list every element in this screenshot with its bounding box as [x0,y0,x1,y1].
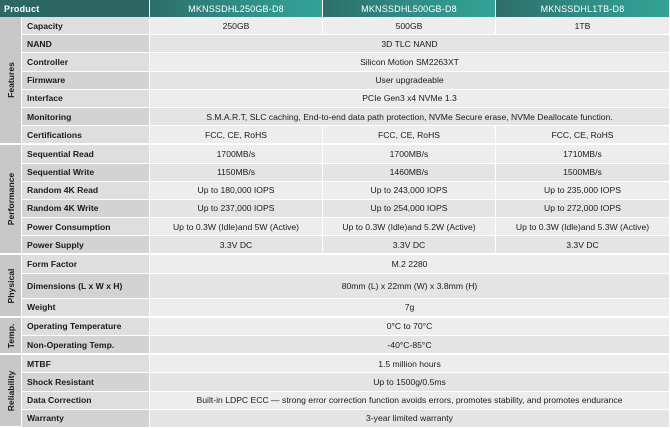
group-label: Physical [5,268,16,304]
cell-value: 3.3V DC [496,236,670,255]
cell-value: Up to 235,000 IOPS [496,182,670,200]
row-label: Random 4K Read [22,182,150,200]
row-label: Firmware [22,72,150,90]
table-row [0,236,670,255]
cell-value: FCC, CE, RoHS [323,126,496,145]
cell-value: 80mm (L) x 22mm (W) x 3.8mm (H) [150,274,670,299]
table-row [0,126,670,145]
cell-value: 1460MB/s [323,164,496,182]
table-row [0,53,670,71]
row-label: Weight [22,299,150,318]
table-row [0,108,670,126]
row-label: Random 4K Write [22,200,150,218]
table-row [0,182,670,200]
table-row [0,35,670,53]
row-label: Sequential Read [22,145,150,163]
cell-value: FCC, CE, RoHS [496,126,670,145]
row-label: Monitoring [22,108,150,126]
group-reliability [0,355,22,428]
row-label: MTBF [22,355,150,373]
cell-value: Built-in LDPC ECC — strong error correction function avoids errors, promotes stability, and promotes endurance [150,392,670,410]
header-row [0,0,670,17]
cell-value: S.M.A.R.T, SLC caching, End-to-end data path protection, NVMe Secure erase, NVMe Deallocate function. [150,108,670,126]
model-header: MKNSSDHL500GB-D8 [323,0,496,17]
cell-value: 1700MB/s [323,145,496,163]
cell-value: 1700MB/s [150,145,323,163]
row-label: Dimensions (L x W x H) [22,274,150,299]
cell-value: 0°C to 70°C [150,318,670,336]
model-header: MKNSSDHL1TB-D8 [496,0,670,17]
cell-value: PCIe Gen3 x4 NVMe 1.3 [150,90,670,108]
row-label: Operating Temperature [22,318,150,336]
cell-value: -40°C-85°C [150,336,670,355]
cell-value: 500GB [323,17,496,35]
cell-value: 1.5 million hours [150,355,670,373]
group-label: Reliability [5,370,16,411]
cell-value: Up to 0.3W (Idle)and 5.2W (Active) [323,218,496,236]
cell-value: 3D TLC NAND [150,35,670,53]
cell-value: 3.3V DC [150,236,323,255]
table-row [0,336,670,355]
table-row [0,274,670,299]
table-row [0,299,670,318]
cell-value: 1710MB/s [496,145,670,163]
cell-value: 1150MB/s [150,164,323,182]
table-row [0,355,670,373]
row-label: Power Supply [22,236,150,255]
row-label: Form Factor [22,255,150,273]
row-label: Warranty [22,410,150,428]
group-features [0,17,22,145]
table-row [0,90,670,108]
group-label: Temp. [5,323,16,348]
product-header: Product [0,0,150,17]
row-label: Controller [22,53,150,71]
cell-value: 3.3V DC [323,236,496,255]
row-label: Certifications [22,126,150,145]
table-row [0,373,670,391]
cell-value: Up to 180,000 IOPS [150,182,323,200]
cell-value: Up to 254,000 IOPS [323,200,496,218]
cell-value: Up to 237,000 IOPS [150,200,323,218]
cell-value: 1TB [496,17,670,35]
group-performance [0,145,22,255]
row-label: Shock Resistant [22,373,150,391]
row-label: Sequential Write [22,164,150,182]
cell-value: Up to 0.3W (Idle)and 5.3W (Active) [496,218,670,236]
cell-value: 250GB [150,17,323,35]
cell-value: Silicon Motion SM2263XT [150,53,670,71]
cell-value: Up to 272,000 IOPS [496,200,670,218]
cell-value: Up to 0.3W (Idle)and 5W (Active) [150,218,323,236]
model-header: MKNSSDHL250GB-D8 [150,0,323,17]
cell-value: FCC, CE, RoHS [150,126,323,145]
cell-value: Up to 243,000 IOPS [323,182,496,200]
table-row [0,200,670,218]
row-label: Data Correction [22,392,150,410]
row-label: NAND [22,35,150,53]
cell-value: 7g [150,299,670,318]
table-row [0,17,670,35]
row-label: Power Consumption [22,218,150,236]
table-row [0,255,670,273]
table-row [0,318,670,336]
cell-value: 3-year limited warranty [150,410,670,428]
group-label: Features [5,62,16,99]
cell-value: Up to 1500g/0.5ms [150,373,670,391]
table-row [0,145,670,163]
row-label: Capacity [22,17,150,35]
table-row [0,218,670,236]
cell-value: User upgradeable [150,72,670,90]
cell-value: M.2 2280 [150,255,670,273]
table-row [0,410,670,428]
table-row [0,164,670,182]
cell-value: 1500MB/s [496,164,670,182]
group-temp [0,318,22,355]
table-row [0,72,670,90]
group-physical [0,255,22,317]
group-label: Performance [5,173,16,226]
table-row [0,392,670,410]
row-label: Interface [22,90,150,108]
row-label: Non-Operating Temp. [22,336,150,355]
